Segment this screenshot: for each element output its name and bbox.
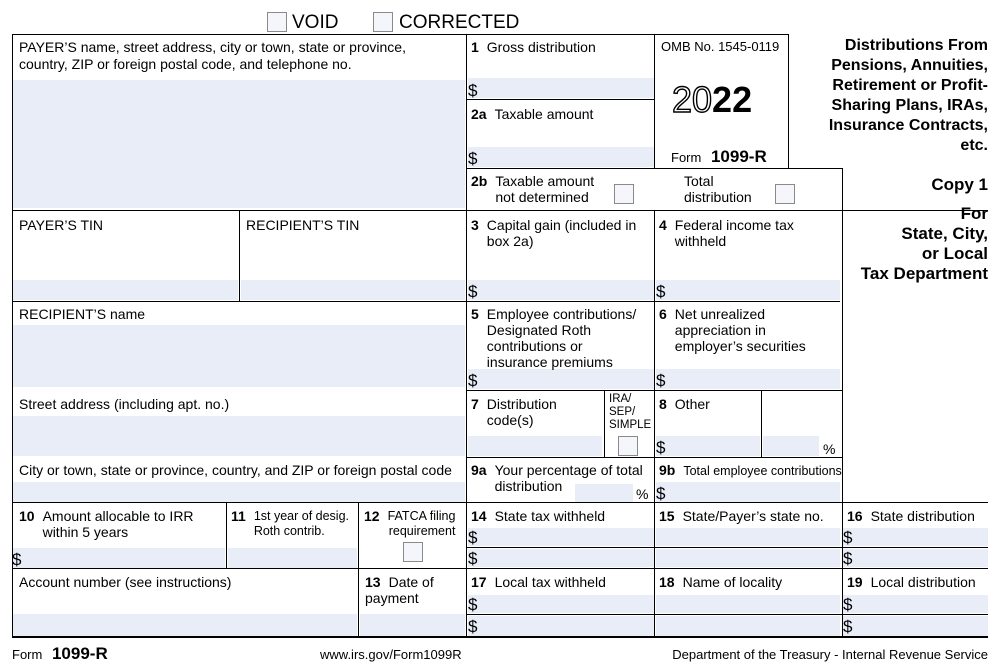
recipient-name-field[interactable] [12,325,465,387]
box11-field[interactable] [228,548,357,568]
box6-label: 6 Net unrealized appreciation in employer’s securities [659,306,806,354]
box18-field-1[interactable] [656,595,840,613]
box9a-label: 9a Your percentage of total distribution [471,462,643,494]
box8-percent-field[interactable] [763,436,819,456]
box8-dollar: $ [656,438,666,457]
box17-dollar-2: $ [468,617,478,636]
box2a-dollar: $ [468,149,478,168]
box7-label: 7 Distribution code(s) [471,396,557,428]
box19-dollar-2: $ [843,617,853,636]
street-address-label: Street address (including apt. no.) [19,396,230,412]
box9b-label: 9b Total employee contributions [659,462,842,478]
street-address-field[interactable] [12,416,465,456]
box5-dollar: $ [468,371,478,390]
box5-field[interactable] [468,369,654,389]
copy-desc-2: State, City, [901,224,988,243]
box4-field[interactable] [656,280,840,300]
box8-amount-field[interactable] [656,436,760,456]
box15-field-1[interactable] [656,528,840,546]
ira-sep-simple-label: IRA/ SEP/ SIMPLE [609,393,652,431]
box19-label: 19 Local distribution [847,574,976,590]
payer-name-label-2: country, ZIP or foreign postal code, and telephone no. [19,56,352,72]
recipient-tin-field[interactable] [241,280,465,300]
box2a-field[interactable] [468,147,654,167]
recipient-tin-label: RECIPIENT’S TIN [246,217,360,233]
payer-name-field[interactable] [12,80,465,208]
form-label: Form 1099-R [671,147,767,166]
total-distribution-checkbox[interactable] [775,184,795,204]
box9a-percent: % [636,486,649,502]
box6-field[interactable] [656,369,840,389]
ira-sep-simple-checkbox[interactable] [618,436,638,456]
box14-dollar-1: $ [468,528,478,547]
recipient-name-label: RECIPIENT’S name [19,306,146,322]
box1-field[interactable] [468,78,654,98]
footer-department: Department of the Treasury - Internal Revenue Service [672,647,988,662]
city-field[interactable] [12,482,465,502]
box4-dollar: $ [656,282,666,301]
box9b-field[interactable] [656,482,840,502]
void-checkbox[interactable] [267,12,287,32]
box18-label: 18 Name of locality [659,574,783,590]
void-label: VOID [292,12,339,33]
box14-field-2[interactable] [468,549,654,567]
total-distribution-label: Total distribution [684,173,752,205]
box6-dollar: $ [656,371,666,390]
box17-field-1[interactable] [468,595,654,613]
box17-label: 17 Local tax withheld [471,574,606,590]
footer-form-label: Form 1099-R [12,644,108,663]
box13-label: 13 Date of payment [365,574,434,606]
box16-field-2[interactable] [843,549,988,567]
box3-label: 3 Capital gain (included in box 2a) [471,217,637,249]
footer-url: www.irs.gov/Form1099R [320,647,462,662]
copy-title: Copy 1 [931,175,988,194]
box12-label: 12 FATCA filing requirement [364,508,456,538]
box1-label: 1 Gross distribution [471,39,596,55]
box19-field-1[interactable] [843,595,988,613]
box10-dollar: $ [12,550,22,569]
box8-label: 8 Other [659,396,710,412]
box15-label: 15 State/Payer’s state no. [659,508,824,524]
box10-label: 10 Amount allocable to IRR within 5 years [19,508,194,540]
box18-field-2[interactable] [656,616,840,636]
box8-percent: % [823,441,836,457]
fatca-checkbox[interactable] [403,542,423,562]
box2a-label: 2a Taxable amount [471,106,594,122]
box3-field[interactable] [468,280,654,300]
box19-field-2[interactable] [843,616,988,636]
corrected-checkbox[interactable] [373,12,393,32]
box16-field-1[interactable] [843,528,988,546]
box9b-dollar: $ [656,484,666,503]
copy-desc-1: For [960,204,988,223]
city-label: City or town, state or province, country, and ZIP or foreign postal code [19,462,452,478]
box15-field-2[interactable] [656,549,840,567]
box1-dollar: $ [468,81,478,100]
box17-dollar-1: $ [468,595,478,614]
copy-desc-4: Tax Department [860,264,988,283]
omb-number: OMB No. 1545-0119 [661,39,780,54]
corrected-label: CORRECTED [399,12,520,33]
payer-tin-field[interactable] [12,280,238,300]
box4-label: 4 Federal income tax withheld [659,217,794,249]
box17-field-2[interactable] [468,616,654,636]
box16-dollar-1: $ [843,528,853,547]
box14-dollar-2: $ [468,549,478,568]
box2b-label: 2b Taxable amount not determined [471,173,595,205]
payer-tin-label: PAYER’S TIN [19,217,104,233]
box7-field[interactable] [468,436,602,456]
box11-label: 11 1st year of desig. Roth contrib. [231,508,350,538]
copy-desc-3: or Local [921,244,988,263]
box19-dollar-1: $ [843,595,853,614]
box3-dollar: $ [468,282,478,301]
box5-label: 5 Employee contributions/ Designated Roth contributions or insurance premiums [471,306,637,370]
payer-name-label-1: PAYER’S name, street address, city or town, state or province, [19,39,406,55]
form-title: Distributions From Pensions, Annuities, Retirement or Profit-Sharing Plans, IRAs, Insurance Contracts, etc. [828,37,988,154]
tax-year: 2022 [672,79,753,120]
box16-label: 16 State distribution [847,508,975,524]
box13-field[interactable] [360,614,465,636]
account-number-label: Account number (see instructions) [19,574,232,590]
box14-label: 14 State tax withheld [471,508,606,524]
box14-field-1[interactable] [468,528,654,546]
account-number-field[interactable] [12,614,357,636]
box16-dollar-2: $ [843,549,853,568]
box2b-not-determined-checkbox[interactable] [614,184,634,204]
box10-field[interactable] [12,548,225,568]
